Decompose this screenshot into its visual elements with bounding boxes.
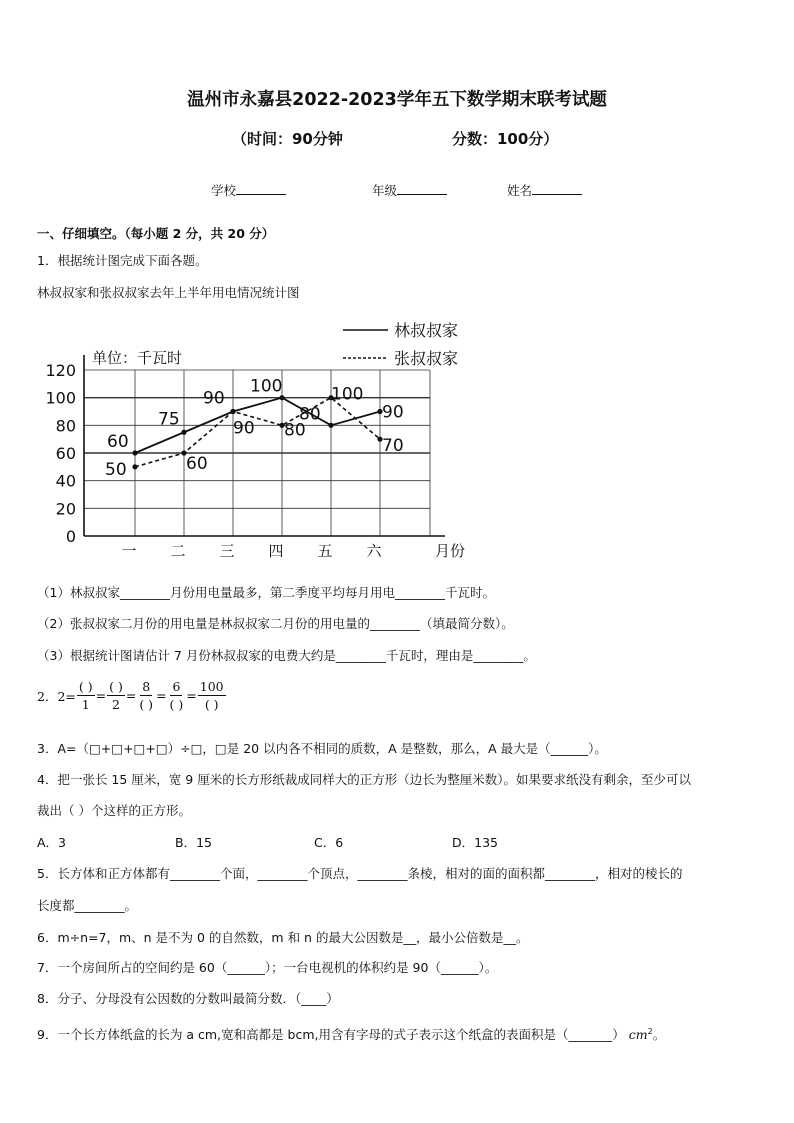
chart-legend <box>343 321 458 368</box>
school-label: 学校 <box>211 183 237 198</box>
q8-text: 8．分子、分母没有公因数的分数叫最简分数．（____） <box>37 991 339 1006</box>
y-tick-label: 80 <box>55 416 76 436</box>
y-tick-label: 120 <box>45 361 76 380</box>
data-label: 100 <box>250 376 283 397</box>
y-tick-label: 20 <box>55 499 76 519</box>
data-label: 100 <box>331 384 364 405</box>
x-tick-label: 五 <box>317 542 333 560</box>
x-tick-label: 四 <box>268 542 284 560</box>
exam-time: （时间：90分钟 <box>232 130 343 148</box>
y-tick-label: 40 <box>55 471 76 491</box>
name-label: 姓名 <box>507 183 533 198</box>
name-blank <box>532 183 582 195</box>
q9-unit-exponent: 2 <box>647 1026 653 1036</box>
q4-option-c: C．6 <box>314 835 344 850</box>
data-label: 60 <box>186 454 208 474</box>
data-label: 75 <box>158 409 180 430</box>
q2-fraction-5: $\frac{100}{( )}$ <box>199 679 224 712</box>
school-blank <box>236 183 286 195</box>
data-label: 60 <box>107 432 129 452</box>
electricity-line-chart <box>0 310 794 570</box>
data-label: 90 <box>233 418 255 439</box>
y-tick-label: 100 <box>45 388 76 408</box>
q2-fraction-4: $\frac{6}{( )}$ <box>169 679 184 712</box>
q9-unit: cm <box>628 1027 648 1042</box>
q2-fraction-2: $\frac{( )}{2}$ <box>109 679 123 712</box>
grade-blank <box>397 183 447 195</box>
q4-line1: 4．把一张长 15 厘米，宽 9 厘米的长方形纸裁成同样大的正方形（边长为整厘米数）。如果要求纸没有剩余，至少可以 <box>37 772 691 787</box>
q1-sub1: （1）林叔叔家________月份用电量最多，第二季度平均每月用电________千瓦时。 <box>37 585 495 600</box>
data-label: 90 <box>203 388 225 409</box>
q3-text: 3．A=（□+□+□+□）÷□，□是 20 以内各不相同的质数，A 是整数，那么，A 最大是（______）。 <box>37 741 607 756</box>
chart-x-axis-label: 月份 <box>435 542 466 560</box>
data-label: 50 <box>105 459 127 480</box>
legend-label: 张叔叔家 <box>394 349 459 368</box>
series-line-zhang <box>135 398 380 467</box>
data-point <box>132 464 137 469</box>
exam-title: 温州市永嘉县2022-2023学年五下数学期末联考试题 <box>187 90 607 110</box>
q1-caption: 林叔叔家和张叔叔家去年上半年用电情况统计图 <box>37 285 300 300</box>
data-point <box>181 430 186 435</box>
grade-label: 年级 <box>372 183 398 198</box>
x-tick-label: 二 <box>170 542 186 560</box>
legend-label: 林叔叔家 <box>394 321 459 340</box>
chart-x-ticks <box>121 542 382 560</box>
data-label: 70 <box>382 436 404 457</box>
q4-option-b: B．15 <box>175 835 212 850</box>
q2-equation: 2．2= $\frac{( )}{1}$ = $\frac{( )}{2}$ = $\frac{8}{( )}$ = $\frac{6}{( )}$ = $\frac{100}{( )}$ <box>37 679 224 712</box>
q2-fraction-3: $\frac{8}{( )}$ <box>139 679 154 712</box>
data-point <box>328 423 333 428</box>
q1-stem: 1．根据统计图完成下面各题。 <box>37 253 208 268</box>
q9-end: 。 <box>652 1027 666 1042</box>
chart-y-ticks <box>45 361 76 546</box>
q4-option-d: D．135 <box>452 835 498 850</box>
x-tick-label: 六 <box>366 542 382 560</box>
data-point <box>132 450 137 455</box>
section-heading: 一、仔细填空。（每小题 2 分，共 20 分） <box>37 226 275 241</box>
q5-line2: 长度都________。 <box>37 898 138 913</box>
q1-sub3: （3）根据统计图请估计 7 月份林叔叔家的电费大约是________千瓦时，理由是________。 <box>37 648 536 663</box>
data-label: 80 <box>284 420 306 441</box>
name-field <box>507 181 582 199</box>
q7-text: 7．一个房间所占的空间约是 60（______）；一台电视机的体积约是 90（______）。 <box>37 960 498 975</box>
y-tick-label: 60 <box>55 444 76 463</box>
chart-data-labels <box>105 377 404 480</box>
q5-line1: 5．长方体和正方体都有________个面，________个顶点，________条棱，相对的面的面积都________，相对的棱长的 <box>37 866 683 881</box>
data-point <box>230 409 235 414</box>
q9-line <box>37 1025 665 1043</box>
grade-field <box>372 181 447 199</box>
q6-text: 6．m÷n=7，m、n 是不为 0 的自然数，m 和 n 的最大公因数是__，最小公倍数是__。 <box>37 930 529 945</box>
data-label: 90 <box>382 402 404 423</box>
x-tick-label: 一 <box>121 542 137 560</box>
chart-series <box>132 395 382 469</box>
data-label: 80 <box>299 404 321 425</box>
q4-option-a: A．3 <box>37 835 67 850</box>
q4-line2: 裁出（ ）个这样的正方形。 <box>37 803 191 818</box>
q9-text: 9．一个长方体纸盒的长为 a cm,宽和高都是 bcm,用含有字母的式子表示这个纸盒的表面积是（_______） <box>37 1027 625 1042</box>
school-field <box>211 181 286 199</box>
q2-prefix: 2．2= <box>37 688 76 704</box>
x-tick-label: 三 <box>219 542 235 560</box>
y-tick-label: 0 <box>65 527 76 546</box>
q2-fraction-1: $\frac{( )}{1}$ <box>78 679 93 712</box>
exam-score: 分数：100分） <box>452 130 559 148</box>
q1-sub2: （2）张叔叔家二月份的用电量是林叔叔家二月份的用电量的________（填最简分数）。 <box>37 616 514 631</box>
chart-unit-label: 单位：千瓦时 <box>92 349 183 367</box>
